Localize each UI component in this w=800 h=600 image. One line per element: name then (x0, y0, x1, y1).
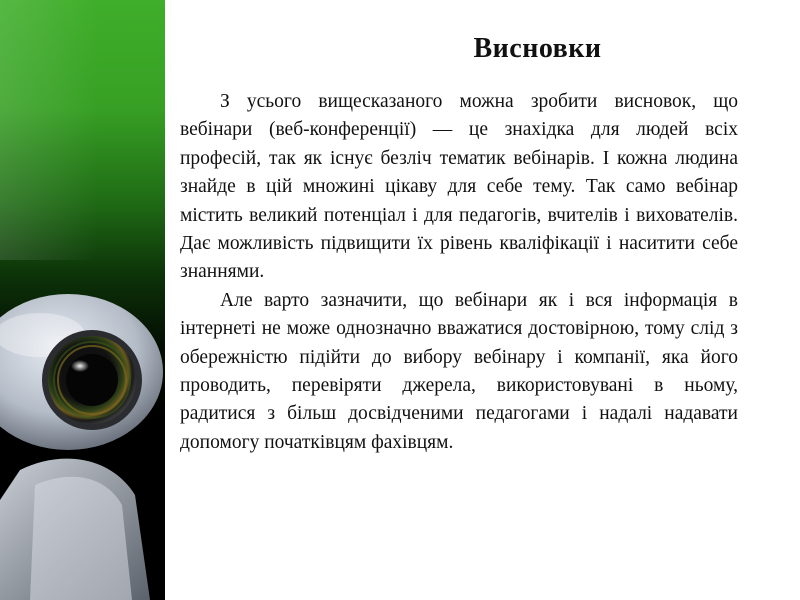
body-text (180, 88, 738, 457)
sidebar-decoration (0, 0, 165, 600)
slide-content (165, 0, 800, 600)
paragraph-1: З усього вищесказаного можна зробити висновок, що вебінари (веб-конференції) — це знахідка для людей всіх професій, так як існує безліч тематик вебінарів. І кожна людина знайде в цій множині цікаву для себе тему. Так само вебінар містить великий потенціал і для педагогів, вчителів і вихователів. Дає можливість підвищити їх рівень кваліфікації і наситити себе знаннями. (180, 91, 738, 283)
webcam-icon (0, 280, 165, 600)
paragraph-2: Але варто зазначити, що вебінари як і вся інформація в інтернеті не може однозначно вважатися достовірною, тому слід з обережністю підійти до вибору вебінару і компанії, яка його проводить, перевіряти джерела, використовувані в ньому, радитися з більш досвідченими педагогами і надалі надавати допомогу початківцям фахівцям. (180, 289, 738, 453)
slide-title: Висновки (473, 33, 602, 64)
